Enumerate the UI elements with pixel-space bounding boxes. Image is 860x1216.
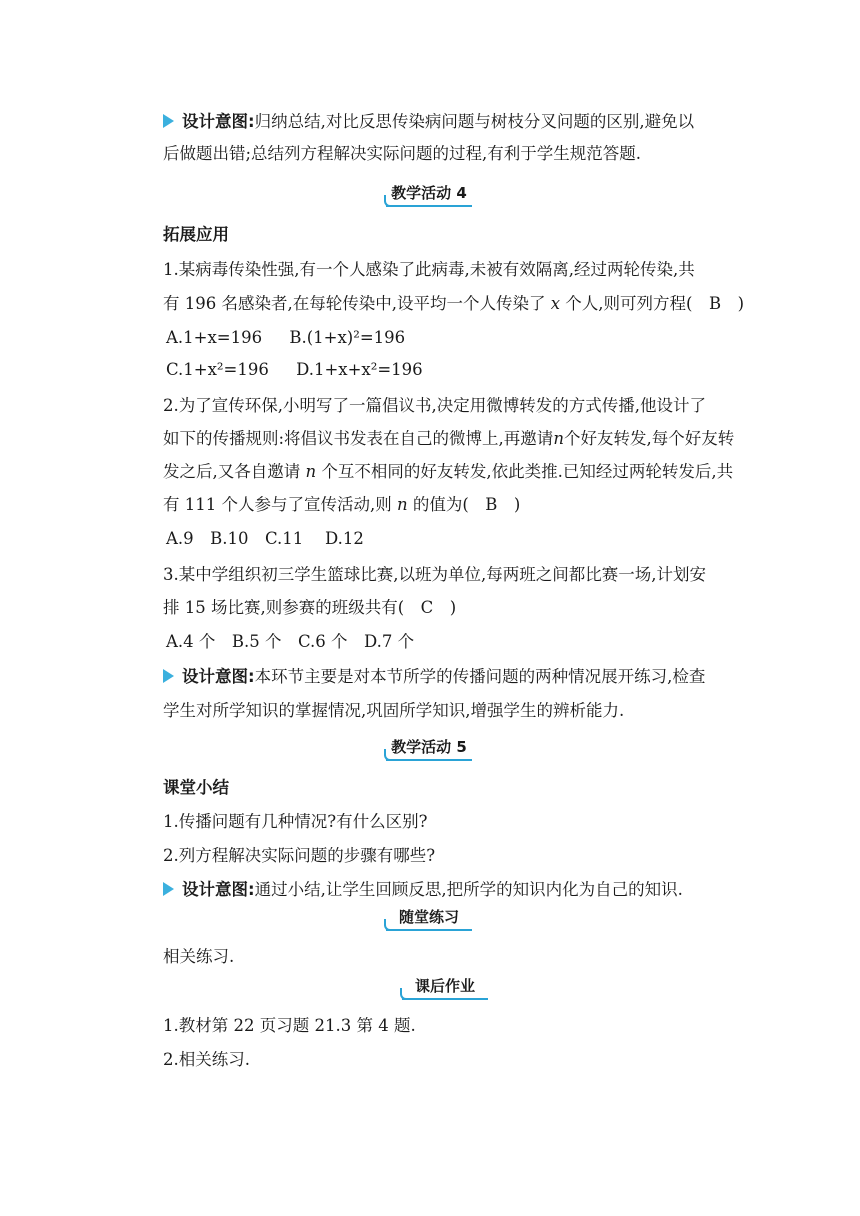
summary-item-1: 1.传播问题有几种情况?有什么区别?: [163, 812, 428, 831]
q2-line3: 发之后,又各自邀请 n 个互不相同的好友转发,依此类推.已知经过两轮转发后,共: [163, 462, 734, 481]
q1-option-c: C.1+x²=196: [166, 360, 269, 379]
banner-underline: [386, 929, 472, 931]
homework-banner: 课后作业: [402, 974, 488, 1000]
q1-line2: 有 196 名感染者,在每轮传染中,设平均一个人传染了 x 个人,则可列方程( B ): [163, 294, 745, 313]
q2-options: A.9 B.10 C.11 D.12: [166, 529, 364, 548]
homework-item-2: 2.相关练习.: [163, 1050, 250, 1069]
banner-hook: [384, 195, 392, 207]
q1-option-b: B.(1+x)²=196: [289, 328, 406, 347]
design-intent-3: 设计意图:通过小结,让学生回顾反思,把所学的知识内化为自己的知识.: [163, 879, 683, 901]
practice-banner: 随堂练习: [386, 905, 472, 931]
banner-underline: [386, 205, 472, 207]
q3-options: A.4 个 B.5 个 C.6 个 D.7 个: [166, 632, 415, 651]
summary-item-2: 2.列方程解决实际问题的步骤有哪些?: [163, 846, 436, 865]
triangle-marker-icon: [163, 882, 174, 896]
q3-line1: 3.某中学组织初三学生篮球比赛,以班为单位,每两班之间都比赛一场,计划安: [163, 565, 706, 584]
homework-item-1: 1.教材第 22 页习题 21.3 第 4 题.: [163, 1016, 416, 1035]
triangle-marker-icon: [163, 669, 174, 683]
summary-heading: 课堂小结: [163, 778, 229, 797]
design-intent-1-line1: 设计意图:归纳总结,对比反思传染病问题与树枝分叉问题的区别,避免以: [163, 111, 694, 133]
design-intent-2-line2: 学生对所学知识的掌握情况,巩固所学知识,增强学生的辨析能力.: [163, 701, 625, 720]
q1-options-row1: [166, 327, 405, 349]
banner-underline: [402, 998, 488, 1000]
design-intent-1-line2: 后做题出错;总结列方程解决实际问题的过程,有利于学生规范答题.: [163, 144, 642, 163]
banner-hook: [400, 988, 408, 1000]
q1-option-d: D.1+x+x²=196: [296, 360, 423, 379]
variable-x: x: [550, 294, 561, 313]
practice-text: 相关练习.: [163, 947, 235, 966]
triangle-marker-icon: [163, 114, 174, 128]
design-intent-label: 设计意图:: [182, 112, 255, 131]
banner-underline: [386, 759, 472, 761]
q2-line2: 如下的传播规则:将倡议书发表在自己的微博上,再邀请n个好友转发,每个好友转: [163, 429, 735, 448]
q1-options-row2: [166, 359, 423, 381]
banner-hook: [384, 749, 392, 761]
q2-line4: 有 111 个人参与了宣传活动,则 n 的值为( B ): [163, 495, 521, 514]
q1-line1: 1.某病毒传染性强,有一个人感染了此病毒,未被有效隔离,经过两轮传染,共: [163, 260, 695, 279]
activity-4-banner: [386, 181, 472, 207]
design-intent-2-line1: 设计意图:本环节主要是对本节所学的传播问题的两种情况展开练习,检查: [163, 666, 705, 688]
extension-heading: 拓展应用: [163, 225, 229, 244]
q2-line1: 2.为了宣传环保,小明写了一篇倡议书,决定用微博转发的方式传播,他设计了: [163, 396, 706, 415]
q1-option-a: A.1+x=196: [166, 328, 263, 347]
activity-4-banner-label: 教学活动 4: [391, 184, 467, 202]
banner-hook: [384, 919, 392, 931]
q3-line2: 排 15 场比赛,则参赛的班级共有( C ): [163, 598, 457, 617]
activity-5-banner: 教学活动 5: [386, 735, 472, 761]
